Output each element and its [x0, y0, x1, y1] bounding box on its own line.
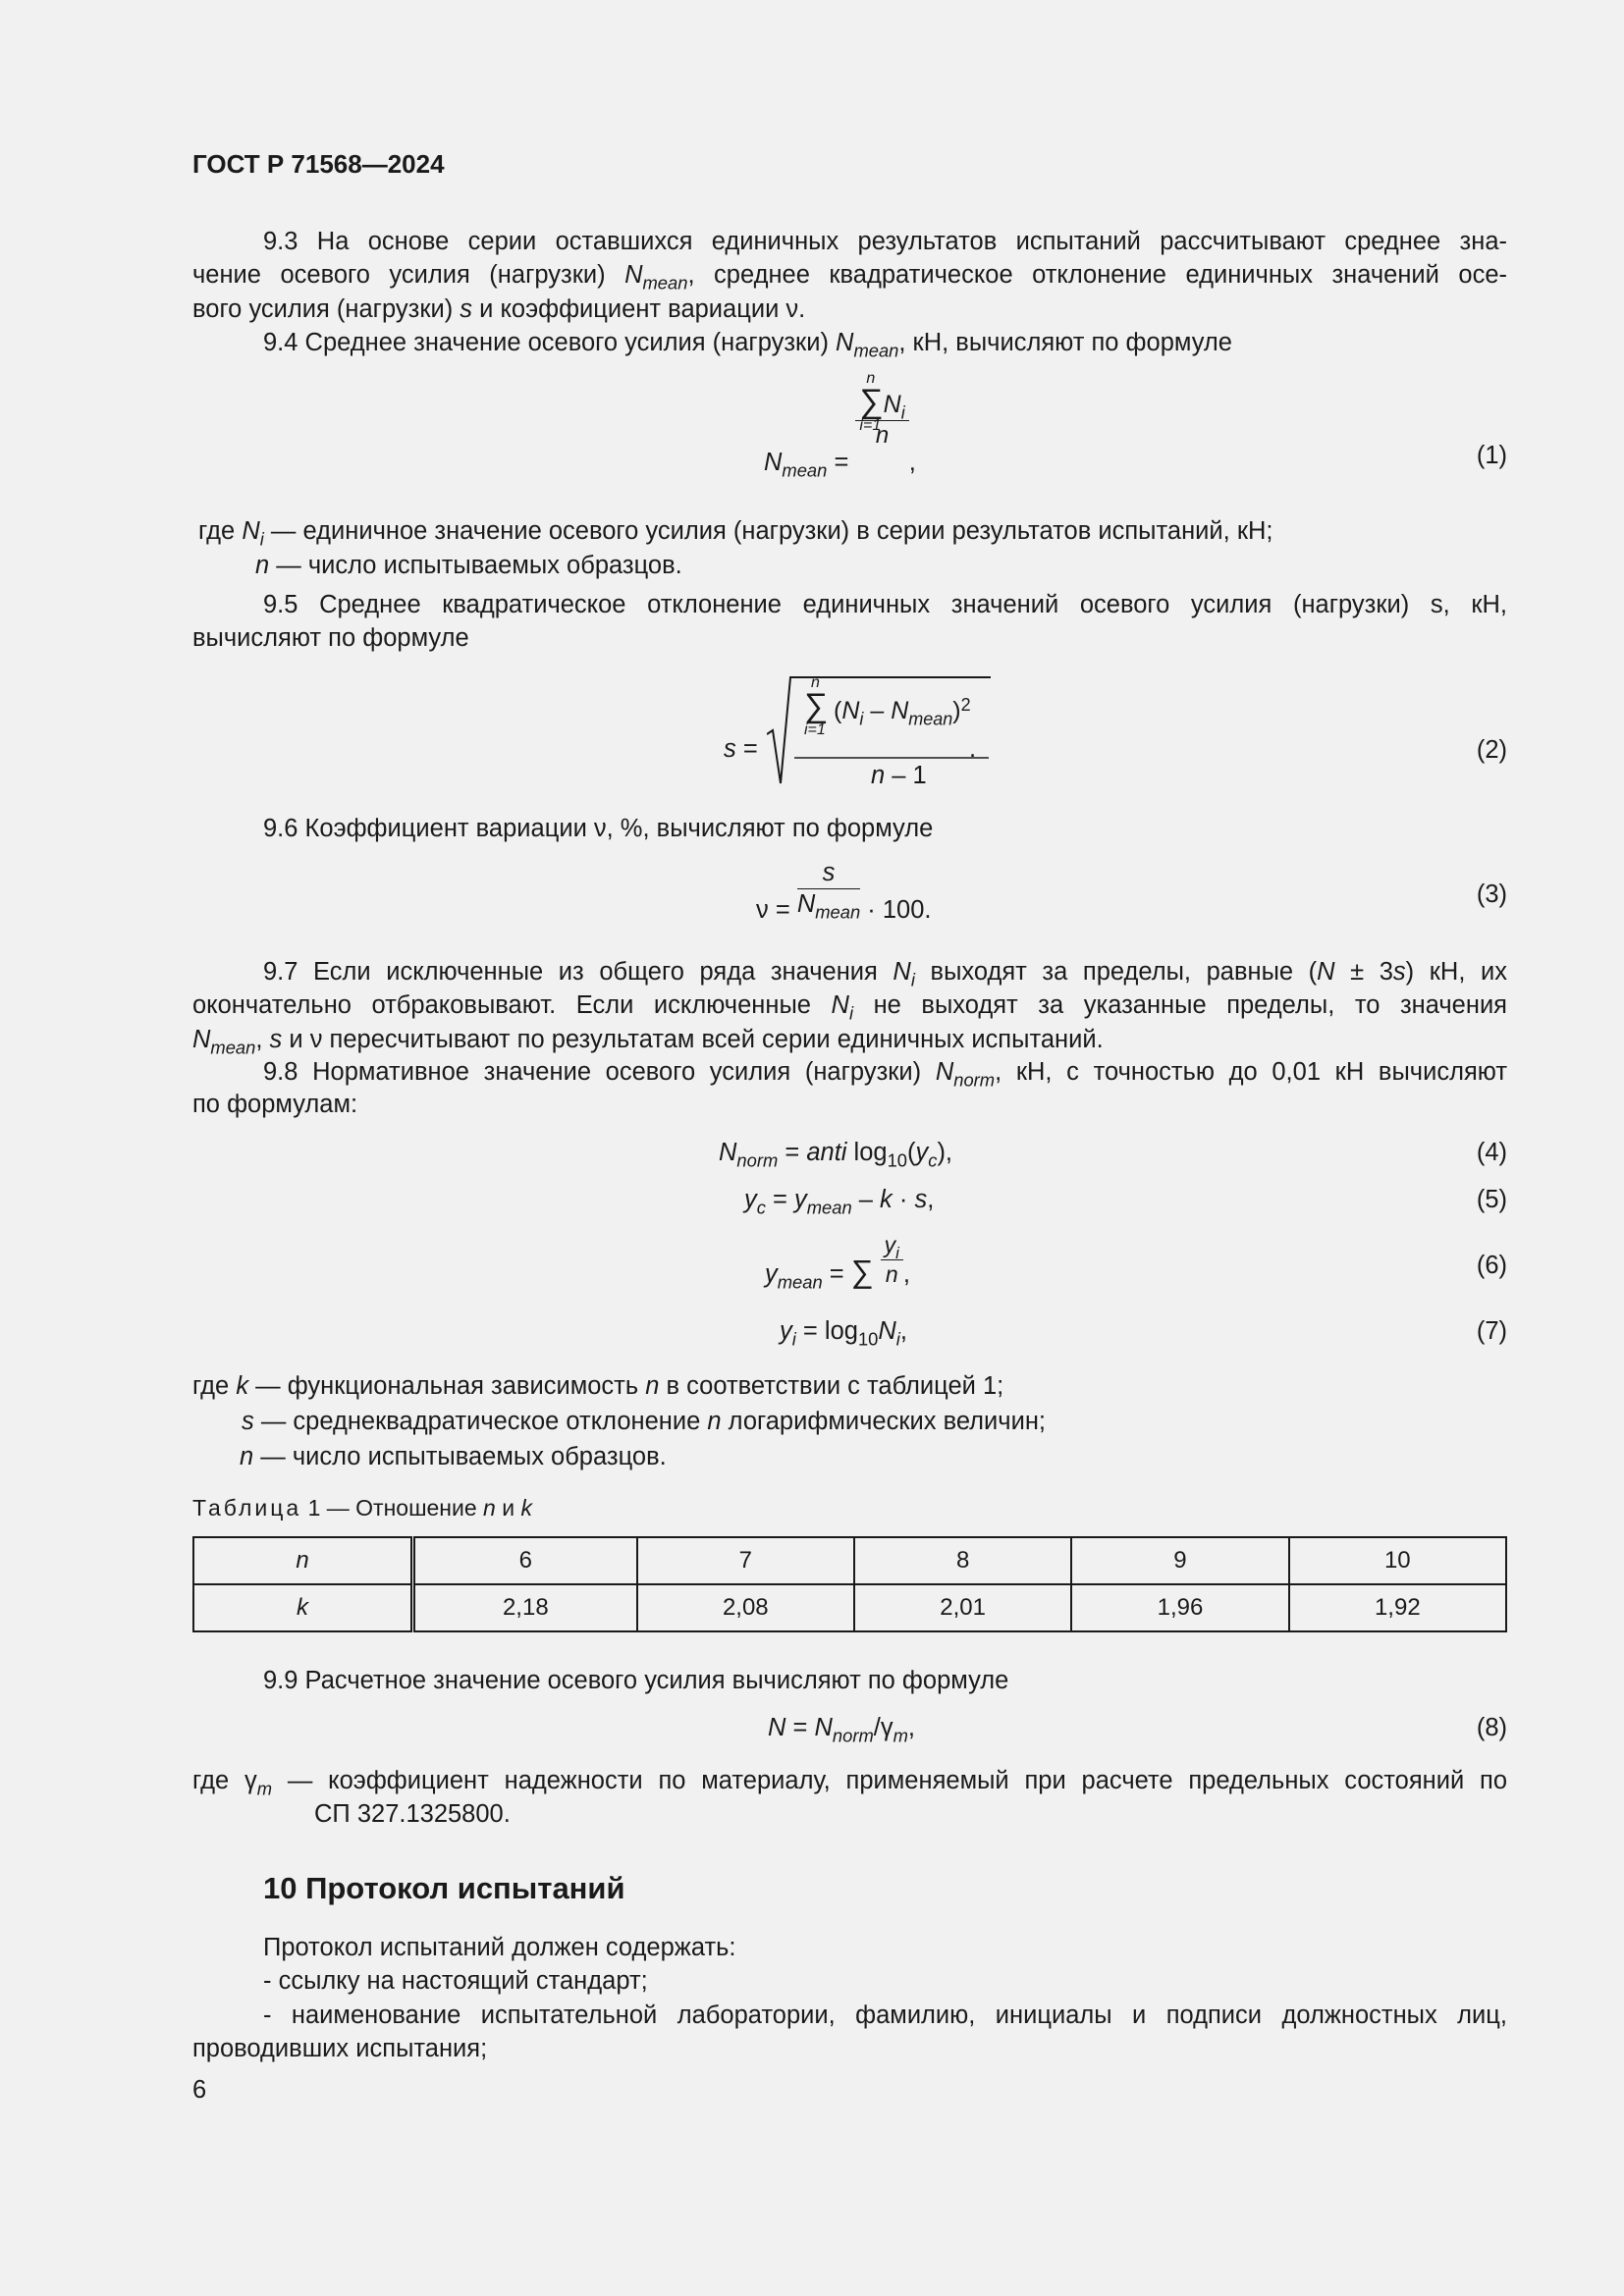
section-10-heading: 10 Протокол испытаний [263, 1871, 625, 1905]
para-9-9: 9.9 Расчетное значение осевого усилия вычисляют по формуле [263, 1667, 1009, 1694]
table-cell: 9 [1071, 1537, 1288, 1584]
table-1 [192, 1536, 1507, 1632]
table-cell: 2,08 [637, 1584, 854, 1631]
where-ni: где $N_i$ — единичное значение осевого усилия (нагрузки) в серии результатов испытаний, кН; [198, 517, 1273, 550]
para-9-3-line-2: чение осевого усилия (нагрузки) $N_{mean}$, среднее квадратическое отклонение единичных значений осе- [192, 261, 1508, 294]
where-n: n — число испытываемых образцов. [255, 552, 682, 579]
para-9-5-line-2: вычисляют по формуле [192, 624, 469, 652]
page-number: 6 [192, 2076, 207, 2104]
table-cell: 1,96 [1071, 1584, 1288, 1631]
equation-number-1: (1) [1476, 442, 1507, 469]
para-9-7-line-3: $N_{mean}$, s и ν пересчитывают по результатам всей серии единичных испытаний. [192, 1026, 1104, 1058]
where-n2: n — число испытываемых образцов. [240, 1443, 667, 1470]
formula-5: $y_c = y_{mean} - k \cdot s$, [744, 1186, 935, 1218]
document-header: ГОСТ Р 71568—2024 [192, 149, 445, 179]
table-cell: 1,92 [1289, 1584, 1506, 1631]
table-1-caption: Таблица 1 — Отношение n и k [192, 1495, 532, 1521]
para-9-6: 9.6 Коэффициент вариации ν, %, вычисляют по формуле [263, 815, 934, 842]
table-cell: n [193, 1537, 413, 1584]
formula-2: s = ∑ n i=1 $(N_i - N_{mean})^2$ n – 1 . [724, 669, 989, 787]
table-cell: 2,18 [413, 1584, 637, 1631]
table-cell: 7 [637, 1537, 854, 1584]
equation-number-7: (7) [1476, 1317, 1507, 1345]
para-9-5-line-1: 9.5 Среднее квадратическое отклонение единичных значений осевого усилия (нагрузки) s, кН, [263, 591, 1507, 618]
equation-number-6: (6) [1476, 1252, 1507, 1279]
table-cell: k [193, 1584, 413, 1631]
where-gamma-line-1: где $\gamma_m$ — коэффициент надежности по материалу, применяемый при расчете предельных состояний по [192, 1767, 1508, 1799]
table-cell: 6 [413, 1537, 637, 1584]
equation-number-2: (2) [1476, 736, 1507, 764]
para-9-3-line-3: вого усилия (нагрузки) s и коэффициент вариации ν. [192, 295, 806, 323]
formula-7: $y_i = \log_{10}N_i$, [780, 1317, 907, 1350]
equation-number-4: (4) [1476, 1139, 1507, 1166]
equation-number-3: (3) [1476, 881, 1507, 908]
where-s: s — среднеквадратическое отклонение n логарифмических величин; [242, 1408, 1046, 1435]
where-k: где k — функциональная зависимость n в соответствии с таблицей 1; [192, 1372, 1004, 1400]
table-cell: 10 [1289, 1537, 1506, 1584]
protocol-line-3: - наименование испытательной лаборатории, фамилию, инициалы и подписи должностных лиц, [263, 2002, 1507, 2029]
formula-3: ν = $\frac{s}{N_{mean}}$ · 100. [756, 859, 932, 925]
formula-4: $N_{norm}$ = anti $\log_{10}(y_c)$, [719, 1139, 953, 1171]
para-9-8-line-2: по формулам: [192, 1091, 358, 1118]
equation-number-8: (8) [1476, 1714, 1507, 1741]
table-cell: 2,01 [854, 1584, 1071, 1631]
formula-6: $y_{mean}$ = ∑ $\frac{y_i}{n}$ , [765, 1232, 910, 1293]
para-9-7-line-2: окончательно отбраковывают. Если исключенные $N_i$ не выходят за указанные пределы, то значения [192, 991, 1507, 1024]
equation-number-5: (5) [1476, 1186, 1507, 1213]
where-gamma-line-2: СП 327.1325800. [314, 1800, 511, 1828]
para-9-4: 9.4 Среднее значение осевого усилия (нагрузки) $N_{mean}$, кН, вычисляют по формуле [263, 329, 1232, 361]
para-9-7-line-1: 9.7 Если исключенные из общего ряда значения $N_i$ выходят за пределы, равные (N ± 3s) кН, их [263, 958, 1507, 990]
formula-1: $N_{mean}$ = ∑ n i=1 $N_i$ n , [764, 370, 916, 481]
protocol-line-2: - ссылку на настоящий стандарт; [263, 1967, 648, 1995]
para-9-3-line-1: 9.3 На основе серии оставшихся единичных результатов испытаний рассчитывают среднее зна- [263, 228, 1507, 255]
table-row-n [193, 1537, 1506, 1584]
protocol-line-4: проводивших испытания; [192, 2035, 488, 2062]
table-row-k [193, 1584, 1506, 1631]
protocol-line-1: Протокол испытаний должен содержать: [263, 1934, 736, 1961]
formula-8: $N = N_{norm}/\gamma_m$, [768, 1714, 915, 1746]
table-cell: 8 [854, 1537, 1071, 1584]
para-9-8-line-1: 9.8 Нормативное значение осевого усилия (нагрузки) $N_{norm}$, кН, с точностью до 0,01 кН вычисляют [263, 1058, 1507, 1091]
